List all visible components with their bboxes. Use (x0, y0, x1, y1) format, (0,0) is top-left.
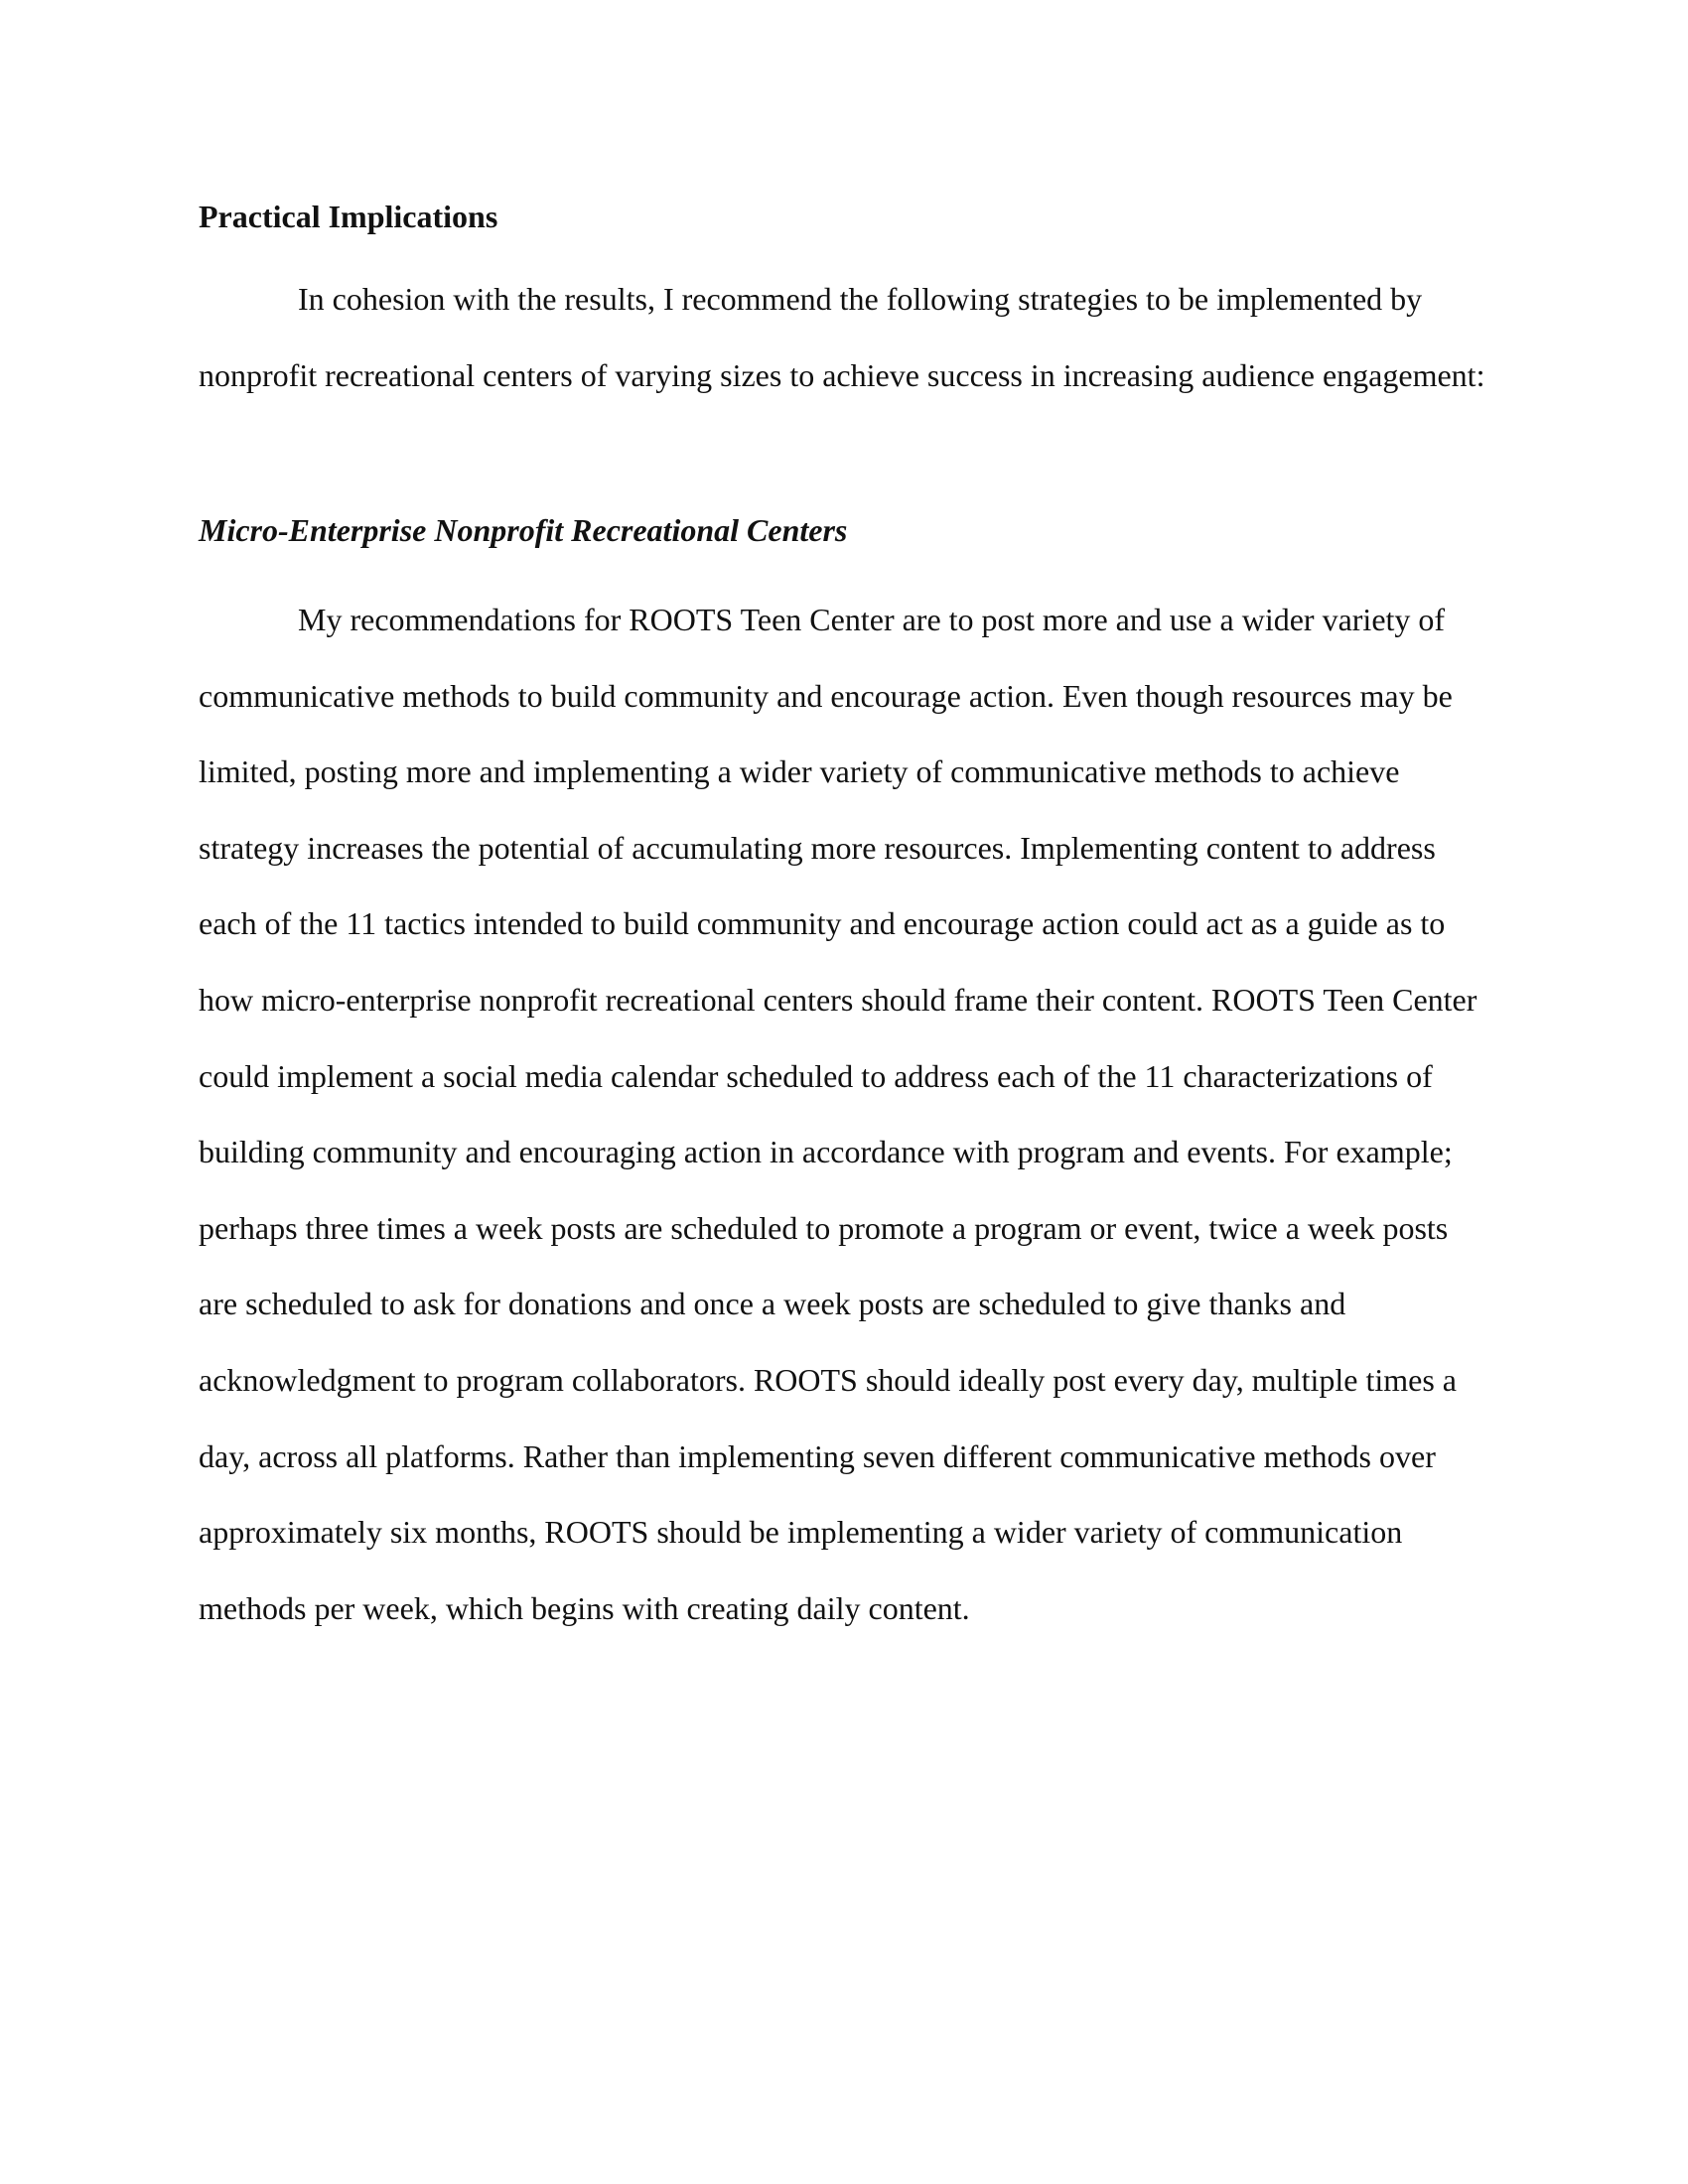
intro-paragraph: In cohesion with the results, I recommend the following strategies to be implemented by nonprofit recreational centers of varying sizes to achieve success in increasing audience engagement: (199, 281, 1485, 393)
subsection-heading-micro-enterprise: Micro-Enterprise Nonprofit Recreational Centers (199, 512, 848, 548)
micro-enterprise-paragraph: My recommendations for ROOTS Teen Center are to post more and use a wider variety of communicative methods to build community and encourage action. Even though resources may be limited, posting more and implementing a wider variety of communicative methods to achieve strategy increases the potential of accumulating more resources. Implementing content to address each of the 11 tactics intended to build community and encourage action could act as a guide as to how micro-enterprise nonprofit recreational centers should frame their content. ROOTS Teen Center could implement a social media calendar scheduled to address each of the 11 characterizations of building community and encouraging action in accordance with program and events. For example; perhaps three times a week posts are scheduled to promote a program or event, twice a week posts are scheduled to ask for donations and once a week posts are scheduled to give thanks and acknowledgment to program collaborators. ROOTS should ideally post every day, multiple times a day, across all platforms. Rather than implementing seven different communicative methods over approximately six months, ROOTS should be implementing a wider variety of communication methods per week, which begins with creating daily content. (199, 602, 1477, 1626)
section-heading-practical-implications: Practical Implications (199, 199, 498, 234)
